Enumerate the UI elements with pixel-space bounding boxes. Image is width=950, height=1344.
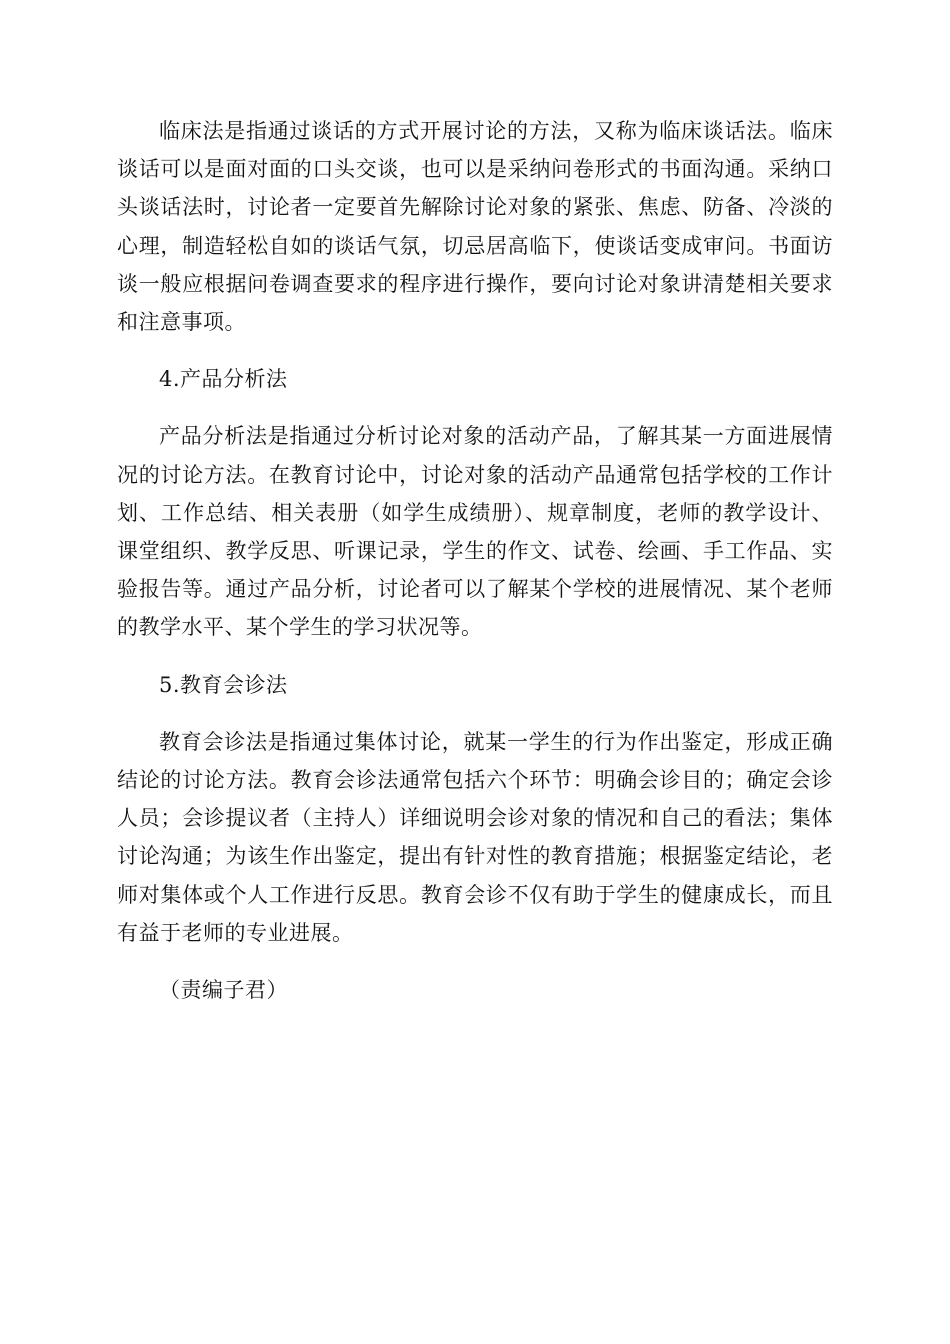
paragraph-gap	[117, 704, 833, 723]
paragraph-gap	[117, 647, 833, 666]
paragraph-gap	[117, 398, 833, 417]
paragraph-education-consultation: 教育会诊法是指通过集体讨论，就某一学生的行为作出鉴定，形成正确结论的讨论方法。教育会诊法通常包括六个环节：明确会诊目的；确定会诊人员；会诊提议者（主持人）详细说明会诊对象的情况和自己的看法；集体讨论沟通；为该生作出鉴定，提出有针对性的教育措施；根据鉴定结论，老师对集体或个人工作进行反思。教育会诊不仅有助于学生的健康成长，而且有益于老师的专业进展。	[117, 729, 833, 945]
section-heading-education-consultation: 5.教育会诊法	[159, 672, 288, 697]
paragraph-gap	[117, 341, 833, 360]
section-heading-product-analysis: 4.产品分析法	[159, 367, 288, 392]
document-page	[117, 112, 833, 1009]
paragraph-clinical-method: 临床法是指通过谈话的方式开展讨论的方法，又称为临床谈话法。临床谈话可以是面对面的口头交谈，也可以是采纳问卷形式的书面沟通。采纳口头谈话法时，讨论者一定要首先解除讨论对象的紧张、焦虑、防备、冷淡的心理，制造轻松自如的谈话气氛，切忌居高临下，使谈话变成审问。书面访谈一般应根据问卷调查要求的程序进行操作，要向讨论对象讲清楚相关要求和注意事项。	[117, 119, 833, 335]
editor-credit: （责编子君）	[159, 978, 288, 1003]
paragraph-product-analysis: 产品分析法是指通过分析讨论对象的活动产品，了解其某一方面进展情况的讨论方法。在教育讨论中，讨论对象的活动产品通常包括学校的工作计划、工作总结、相关表册（如学生成绩册）、规章制度，老师的教学设计、课堂组织、教学反思、听课记录，学生的作文、试卷、绘画、手工作品、实验报告等。通过产品分析，讨论者可以了解某个学校的进展情况、某个老师的教学水平、某个学生的学习状况等。	[117, 424, 833, 640]
paragraph-gap	[117, 952, 833, 971]
